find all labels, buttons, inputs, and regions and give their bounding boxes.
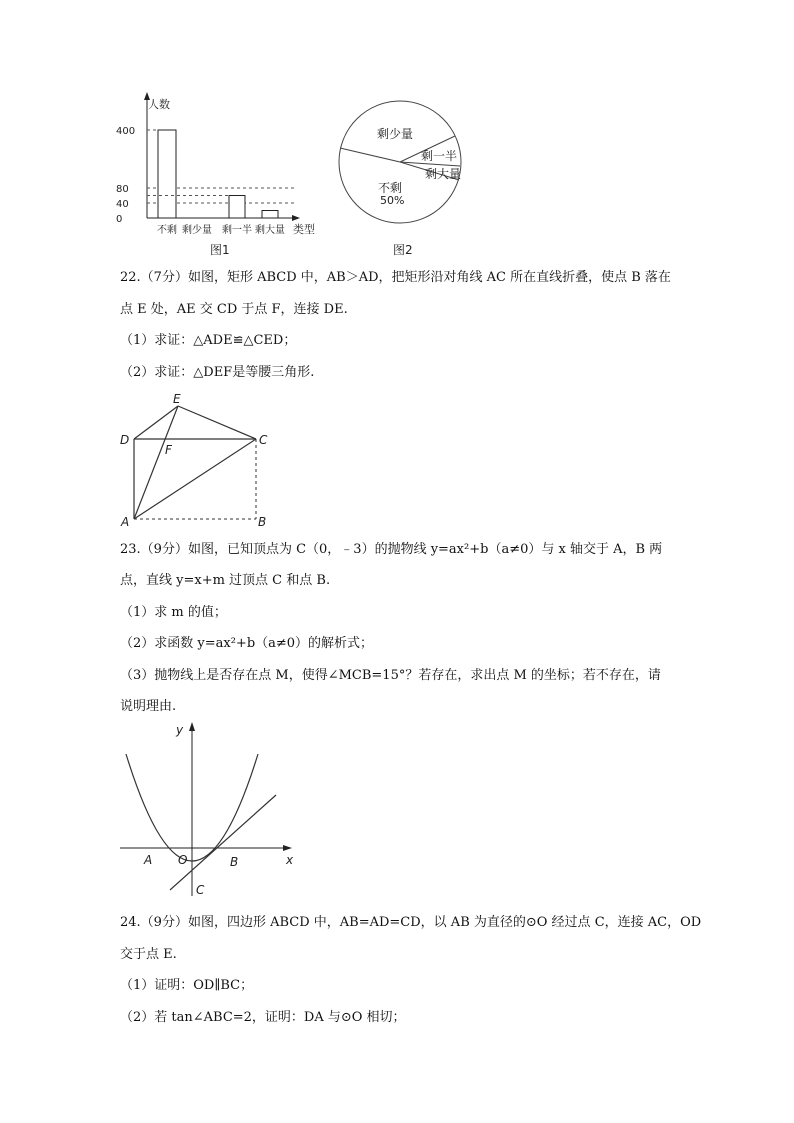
- q22-segment-AC: [134, 439, 256, 519]
- x-tick-label: 剩一半: [222, 225, 252, 236]
- x-axis-arrow-icon: [292, 215, 300, 221]
- q23-label-C: C: [196, 883, 205, 897]
- q23-label-x: x: [286, 853, 294, 867]
- q23-sub-3b: 说明理由.: [120, 699, 177, 714]
- bar-group: [116, 126, 297, 236]
- q24-sub-1: （1）证明：OD∥BC；: [120, 978, 254, 993]
- q23-x-axis-arrow-icon: [283, 845, 292, 851]
- x-axis-label: 类型: [293, 223, 315, 236]
- pie-label-half: 剩一半: [421, 149, 458, 163]
- bar-2: [229, 196, 245, 219]
- y-tick-label: 40: [116, 199, 129, 210]
- x-tick-label: 不剩: [157, 225, 177, 236]
- figure-1-bar-chart: [110, 88, 330, 260]
- q24-sub-2: （2）若 tan∠ABC=2，证明：DA 与⊙O 相切；: [120, 1010, 406, 1025]
- q23-sub-3: （3）抛物线上是否存在点 M，使得∠MCB=15°？若存在，求出点 M 的坐标；若不存在，请: [120, 668, 661, 683]
- q23-label-B: B: [230, 855, 239, 869]
- pie-sector-line-left: [340, 148, 400, 162]
- q22-label-A: A: [121, 515, 130, 529]
- figure-2-caption: 图2: [393, 243, 413, 256]
- q22-sub-1: （1）求证：△ADE≌△CED；: [120, 333, 297, 348]
- q22-sub-2: （2）求证：△DEF是等腰三角形.: [120, 365, 315, 380]
- q22-segment-EC: [178, 406, 256, 439]
- pie-label-much: 剩大量: [425, 167, 462, 181]
- q22-line-2: 点 E 处，AE 交 CD 于点 F，连接 DE.: [120, 302, 348, 317]
- q24-line-2: 交于点 E.: [120, 947, 177, 962]
- q23-parabola-figure: [112, 718, 302, 898]
- q23-label-O: O: [178, 853, 188, 867]
- x-tick-label: 剩大量: [255, 225, 285, 236]
- x-tick-label: 剩少量: [182, 225, 212, 236]
- y-tick-label: 80: [116, 184, 129, 195]
- q22-label-C: C: [259, 433, 268, 447]
- y-tick-label: 400: [116, 126, 136, 137]
- y-tick-label: 0: [116, 214, 123, 225]
- y-axis-label: 人数: [148, 98, 170, 111]
- pie-label-little: 剩少量: [377, 127, 414, 141]
- bar-3: [262, 211, 278, 219]
- q23-y-axis-arrow-icon: [189, 722, 195, 731]
- q22-rectangle-figure: [112, 390, 282, 530]
- q22-label-E: E: [173, 392, 181, 406]
- q23-line-1: 23.（9分）如图，已知顶点为 C（0，﹣3）的抛物线 y=ax²+b（a≠0）与 x 轴交于 A，B 两: [120, 542, 663, 557]
- pie-label-none-percent: 50%: [380, 194, 405, 207]
- bar-0: [158, 130, 176, 218]
- q23-label-y: y: [176, 723, 184, 737]
- q23-sub-1: （1）求 m 的值；: [120, 605, 227, 620]
- q23-line-2: 点，直线 y=x+m 过顶点 C 和点 B.: [120, 573, 331, 588]
- q22-label-D: D: [120, 433, 130, 447]
- q23-line-y-x-m: [170, 795, 276, 890]
- q22-label-B: B: [258, 515, 267, 529]
- q22-label-F: F: [165, 443, 172, 457]
- figure-2-pie-chart: [335, 96, 475, 256]
- pie-label-none: 不剩: [378, 181, 403, 195]
- figure-1-caption: 图1: [210, 243, 230, 257]
- q24-line-1: 24.（9分）如图，四边形 ABCD 中，AB=AD=CD，以 AB 为直径的⊙O 经过点 C，连接 AC，OD: [120, 915, 702, 930]
- q23-label-A: A: [144, 853, 153, 867]
- q23-sub-2: （2）求函数 y=ax²+b（a≠0）的解析式；: [120, 636, 374, 651]
- q22-line-1: 22.（7分）如图，矩形 ABCD 中，AB＞AD，把矩形沿对角线 AC 所在直线折叠，使点 B 落在: [120, 270, 671, 285]
